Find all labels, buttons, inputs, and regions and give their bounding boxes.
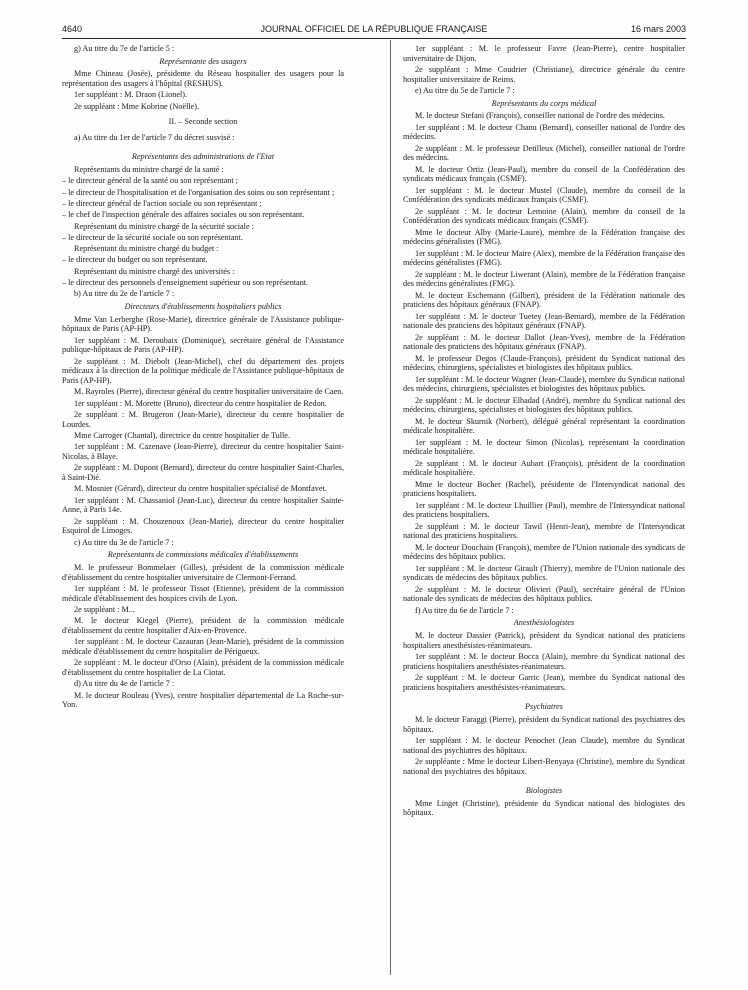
paragraph: 1er suppléant : M. le docteur Mustel (Claude), membre du conseil de la Confédération des syndicats médicaux français (CSMF). [403, 185, 685, 205]
paragraph: 2e suppléant : M. le docteur Lemoine (Alain), membre du conseil de la Confédération des syndicats médicaux français (CSMF). [403, 206, 685, 226]
list-item: – le directeur de l'hospitalisation et de l'organisation des soins ou son représentant ; [62, 187, 335, 197]
paragraph: 2e suppléant : M. le docteur Olivieri (Paul), secrétaire général de l'Union nationale des syndicats de médecins des hôpitaux publics. [403, 584, 685, 604]
paragraph: Représentant du ministre chargé des universités : [74, 266, 235, 276]
paragraph: Mme Carroger (Chantal), directrice du centre hospitalier de Tulle. [74, 431, 290, 441]
section-heading: Représentants du corps médical [491, 98, 597, 108]
paragraph: M. le docteur Faraggi (Pierre), président du Syndicat national des psychiatres des hôpitaux. [403, 714, 685, 734]
list-item: – le directeur de la sécurité sociale ou son représentant. [62, 232, 243, 242]
paragraph: 2e suppléant : M. Diebolt (Jean-Michel), chef du département des projets médicaux à la direction de la politique médicale de l'Assistance publique-hôpitaux de Paris (AP-HP). [62, 356, 344, 386]
paragraph: 1er suppléant : M. le docteur Lhuillier (Paul), membre de l'Intersyndicat national des praticiens hospitaliers. [403, 500, 685, 520]
header-rule [62, 38, 686, 39]
section-heading: Représentants de commissions médicales d'établissements [107, 550, 299, 560]
paragraph: M. le docteur Eschemann (Gilbert), président de la Fédération nationale des praticiens des hôpitaux généraux (FNAP). [403, 290, 685, 310]
paragraph: d) Au titre du 4e de l'article 7 : [74, 679, 175, 689]
paragraph: 1er suppléant : M. le docteur Cazauran (Jean-Marie), président de la commission médicale d'établissement du centre hospitalier de Périgueux. [62, 637, 344, 657]
paragraph: 1er suppléant : M. le docteur Maire (Alex), membre de la Fédération française des médecins généralistes (FMG). [403, 248, 685, 268]
list-item: – le directeur général de l'action sociale ou son représentant ; [62, 199, 262, 208]
paragraph: 2e suppléant : M. Chouzenoux (Jean-Marie), directeur du centre hospitalier Esquirol de Limoges. [62, 516, 344, 536]
paragraph: M. le docteur Ortiz (Jean-Paul), membre du conseil de la Confédération des syndicats médicaux français (CSMF). [403, 164, 685, 184]
paragraph: M. le professeur Bommelaer (Gilles), président de la commission médicale d'établissement du centre hospitalier universitaire de Clermont-Ferrand. [62, 563, 344, 582]
paragraph: 2e suppléant : Mme Kobrine (Noëlle). [74, 101, 200, 111]
paragraph: 2e suppléant : M. le docteur Garric (Jean), membre du Syndicat national des praticiens hospitaliers anesthésistes-réanimateurs. [403, 673, 685, 692]
paragraph: 2e suppléant : M. Dupont (Bernard), directeur du centre hospitalier Saint-Charles, à Saint-Dié. [62, 463, 344, 483]
list-item: – le directeur général de la santé ou son représentant ; [62, 176, 238, 186]
paragraph: a) Au titre du 1er de l'article 7 du décret susvisé : [74, 133, 235, 143]
paragraph: g) Au titre du 7e de l'article 5 : [74, 44, 175, 53]
paragraph: 2e suppléant : M. Brugeron (Jean-Marie), directeur du centre hospitalier de Lourdes. [62, 410, 344, 429]
page-number: 4640 [62, 24, 83, 34]
section-heading: Biologistes [525, 785, 563, 795]
paragraph: Représentant du ministre chargé du budget : [74, 244, 219, 254]
paragraph: 1er suppléant : M. Morette (Bruno), directeur du centre hospitalier de Redon. [74, 398, 327, 408]
section-title: II. – Seconde section [168, 117, 238, 127]
paragraph: M. le professeur Degos (Claude-François), président du Syndicat national des médecins, chirurgiens, spécialistes et biologistes des hôpitaux publics. [403, 353, 685, 373]
paragraph: 1er suppléant : M. Chassaniol (Jean-Luc), directeur du centre hospitalier Sainte-Anne, à Paris 14e. [62, 495, 344, 515]
left-column [62, 44, 344, 974]
spacer [403, 778, 685, 783]
paragraph: 1er suppléant : M. Draon (Lionel). [74, 90, 188, 100]
paragraph: 2e suppléante : Mme le docteur Libert-Benyaya (Christine), membre du Syndicat national des psychiatres des hôpitaux. [403, 756, 685, 776]
list-item: – le directeur du budget ou son représentant. [62, 255, 208, 265]
paragraph: Mme le docteur Bocher (Rachel), présidente de l'Intersyndicat national des praticiens hospitaliers. [403, 479, 685, 499]
section-heading: Anesthésiologistes [513, 618, 575, 628]
paragraph: 1er suppléant : M. Deroubaix (Dominique), secrétaire général de l'Assistance publique-hôpitaux de Paris (AP-HP). [62, 335, 344, 355]
paragraph: 2e suppléant : M. le docteur Aubart (François), président de la coordination médicale hospitalière. [403, 458, 685, 478]
paragraph: 1er suppléant : M. le docteur Wagner (Jean-Claude), membre du Syndicat national des médecins, chirurgiens, spécialistes et biologistes des hôpitaux publics. [403, 374, 685, 394]
paragraph: M. le docteur Douchain (François), membre de l'Union nationale des syndicats de médecins des hôpitaux publics. [403, 542, 685, 562]
paragraph: 2e suppléant : M. le docteur Liwerant (Alain), membre de la Fédération française des médecins généralistes (FMG). [403, 269, 685, 289]
paragraph: 2e suppléant : M. le docteur Dallot (Jean-Yves), membre de la Fédération nationale des praticiens des hôpitaux généraux (FNAP). [403, 332, 685, 352]
spacer [62, 144, 344, 149]
paragraph: Mme le docteur Alby (Marie-Laure), membre de la Fédération française des médecins généralistes (FMG). [403, 227, 685, 247]
paragraph: Représentant du ministre chargé de la sécurité sociale : [74, 221, 254, 231]
paragraph: 1er suppléant : M. le docteur Penochet (Jean Claude), membre du Syndicat national des psychiatres des hôpitaux. [403, 735, 685, 755]
section-heading: Représentants des administrations de l'Etat [131, 152, 275, 162]
paragraph: M. le docteur Kiegel (Pierre), président de la commission médicale d'établissement du centre hospitalier d'Aix-en-Provence. [62, 616, 344, 636]
publication-date: 16 mars 2003 [630, 24, 686, 34]
paragraph: f) Au titre du 6e de l'article 7 : [415, 605, 514, 615]
paragraph: M. le docteur Dassier (Patrick), président du Syndicat national des praticiens hospitaliers anesthésistes-réanimateurs. [403, 631, 685, 650]
paragraph: 1er suppléant : M. le docteur Bocca (Alain), membre du Syndicat national des praticiens hospitaliers anesthésistes-réanimateurs. [403, 652, 685, 671]
paragraph: 2e suppléant : M. le docteur Elhadad (André), membre du Syndicat national des médecins, chirurgiens, spécialistes et biologistes des hôpitaux publics. [403, 395, 685, 415]
paragraph: 2e suppléant : Mme Coudrier (Christiane), directrice générale du centre hospitalier universitaire de Reims. [403, 65, 685, 84]
paragraph: 2e suppléant : M. le professeur Detilleux (Michel), conseiller national de l'ordre des médecins. [403, 143, 685, 163]
section-heading: Représentante des usagers [159, 56, 247, 66]
paragraph: c) Au titre du 3e de l'article 7 : [74, 537, 174, 547]
paragraph: M. Mosnier (Gérard), directeur du centre hospitalier spécialisé de Montfavet. [74, 484, 327, 494]
page-header [62, 24, 686, 36]
paragraph: Mme Van Lerberghe (Rose-Marie), directrice générale de l'Assistance publique-hôpitaux de Paris (AP-HP). [62, 314, 344, 334]
paragraph: 2e suppléant : M. le docteur d'Orso (Alain), président de la commission médicale d'établissement du centre hospitalier de La Ciotat. [62, 658, 344, 678]
paragraph: 1er suppléant : M. le professeur Tissot (Etienne), président de la commission médicale d'établissement des hospices civils de Lyon. [62, 584, 344, 603]
list-item: – le chef de l'inspection générale des affaires sociales ou son représentant. [62, 210, 305, 220]
paragraph: b) Au titre du 2e de l'article 7 : [74, 289, 175, 299]
paragraph: 1er suppléant : M. Cazenave (Jean-Pierre), directeur du centre hospitalier Saint-Nicolas, à Blaye. [62, 442, 344, 462]
right-column [403, 44, 685, 974]
list-item: – le directeur des personnels d'enseignement supérieur ou son représentant. [62, 278, 309, 288]
paragraph: 1er suppléant : M. le docteur Girault (Thierry), membre de l'Union nationale des syndicats de médecins des hôpitaux publics. [403, 563, 685, 583]
paragraph: 2e suppléant : M. le docteur Tawil (Henri-Jean), membre de l'Intersyndicat national des praticiens hospitaliers. [403, 521, 685, 541]
paragraph: M. le docteur Skurnik (Norbert), délégué général représentant la coordination médicale hospitalière. [403, 416, 685, 436]
spacer [403, 694, 685, 699]
column-divider [390, 40, 391, 975]
paragraph: M. le docteur Stefani (François), conseiller national de l'ordre des médecins. [415, 111, 665, 121]
paragraph: 2e suppléant : M... [74, 605, 135, 615]
section-heading: Directeurs d'établissements hospitaliers publics [124, 302, 282, 312]
paragraph: 1er suppléant : M. le docteur Chanu (Bernard), conseiller national de l'ordre des médecins. [403, 122, 685, 142]
section-heading: Psychiatres [525, 702, 563, 712]
paragraph: M. le docteur Rouleau (Yves), centre hospitalier départemental de La Roche-sur-Yon. [62, 690, 344, 710]
paragraph: Mme Chineau (Josée), présidente du Réseau hospitalier des usagers pour la représentation des usagers à l'hôpital (RESHUS). [62, 69, 344, 89]
paragraph: e) Au titre du 5e de l'article 7 : [415, 86, 515, 95]
paragraph: 1er suppléant : M. le professeur Favre (Jean-Pierre), centre hospitalier universitaire de Dijon. [403, 44, 685, 63]
paragraph: 1er suppléant : M. le docteur Tuetey (Jean-Bernard), membre de la Fédération nationale des praticiens des hôpitaux généraux (FNAP). [403, 311, 685, 331]
paragraph: Représentants du ministre chargé de la santé : [74, 165, 224, 175]
paragraph: M. Rayroles (Pierre), directeur général du centre hospitalier universitaire de Caen. [74, 387, 344, 397]
paragraph: 1er suppléant : M. le docteur Simon (Nicolas), représentant la coordination médicale hospitalière. [403, 437, 685, 457]
journal-title: JOURNAL OFFICIEL DE LA RÉPUBLIQUE FRANÇAISE [260, 24, 488, 34]
paragraph: Mme Linget (Christine), présidente du Syndicat national des biologistes des hôpitaux. [403, 798, 685, 818]
